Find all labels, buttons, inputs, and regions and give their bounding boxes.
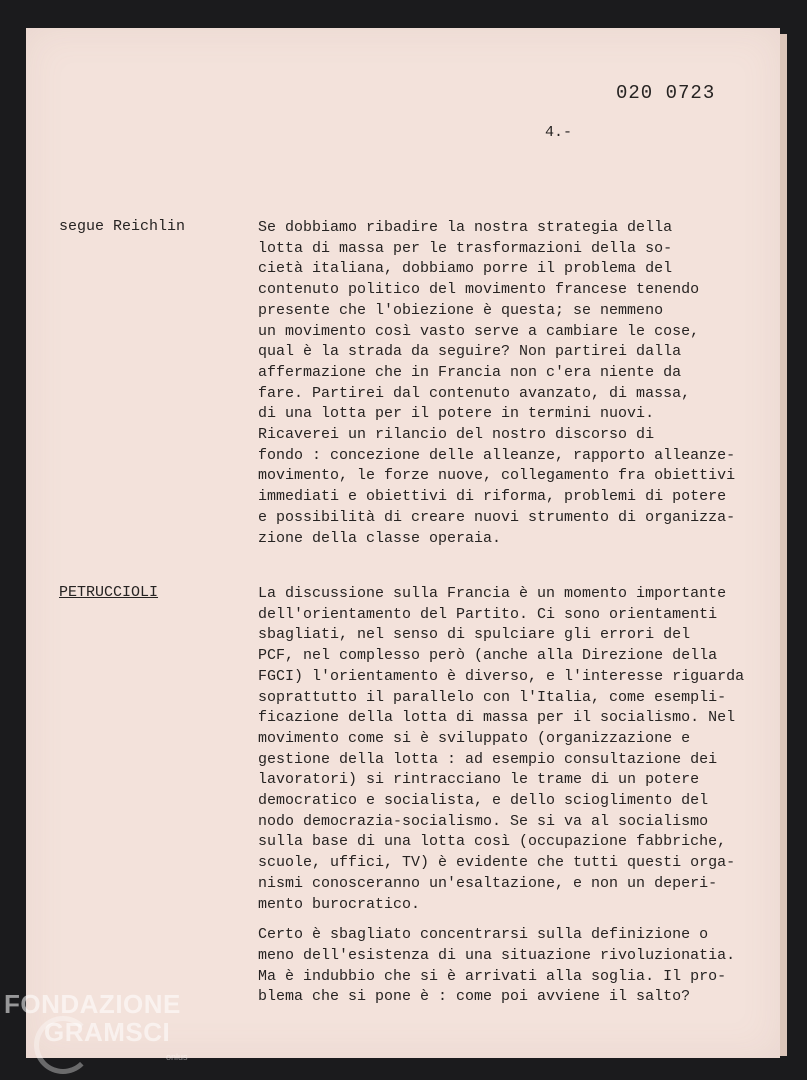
text-line: fondo : concezione delle alleanze, rapporto alleanze-	[258, 446, 736, 464]
text-line: movimento, le forze nuove, collegamento fra obiettivi	[258, 467, 736, 485]
text-line: dell'orientamento del Partito. Ci sono orientamenti	[258, 605, 718, 623]
text-line: Ricaverei un rilancio del nostro discorso di	[258, 426, 655, 444]
text-line: affermazione che in Francia non c'era niente da	[258, 363, 682, 381]
text-line: blema che si pone è : come poi avviene il salto?	[258, 988, 691, 1006]
watermark-line1: FONDAZIONE	[4, 989, 181, 1019]
text-line: di una lotta per il potere in termini nuovi.	[258, 405, 655, 423]
text-line: soprattutto il parallelo con l'Italia, come esempli-	[258, 688, 727, 706]
speaker-label-reichlin: segue Reichlin	[59, 218, 186, 235]
text-line: nismi conosceranno un'esaltazione, e non un deperi-	[258, 874, 718, 892]
text-line: scuole, uffici, TV) è evidente che tutti questi orga-	[258, 854, 736, 872]
text-line: FGCI) l'orientamento è diverso, e l'interesse riguarda	[258, 667, 745, 685]
document-number: 020 0723	[616, 82, 716, 104]
text-line: Certo è sbagliato concentrarsi sulla definizione o	[258, 926, 709, 944]
text-line: gestione della lotta : ad esempio consultazione dei	[258, 750, 718, 768]
text-line: meno dell'esistenza di una situazione rivoluzionatia.	[258, 946, 736, 964]
text-line: fare. Partirei dal contenuto avanzato, di massa,	[258, 384, 691, 402]
text-line: mento burocratico.	[258, 895, 421, 913]
text-line: zione della classe operaia.	[258, 529, 502, 547]
text-line: lavoratori) si rintracciano le trame di un potere	[258, 771, 700, 789]
text-line: contenuto politico del movimento francese tenendo	[258, 281, 700, 299]
text-line: un movimento così vasto serve a cambiare le cose,	[258, 322, 700, 340]
watermark-suffix: onlus	[166, 1052, 188, 1062]
petruccioli-text	[258, 584, 770, 1008]
text-line: nodo democrazia-socialismo. Se si va al socialismo	[258, 812, 709, 830]
text-line: sulla base di una lotta così (occupazione fabbriche,	[258, 833, 727, 851]
text-line: Ma è indubbio che si è arrivati alla soglia. Il pro-	[258, 967, 727, 985]
text-line: Se dobbiamo ribadire la nostra strategia della	[258, 219, 673, 236]
text-line: qual è la strada da seguire? Non partirei dalla	[258, 343, 682, 361]
text-line: lotta di massa per le trasformazioni della so-	[258, 239, 673, 257]
text-line: presente che l'obiezione è questa; se nemmeno	[258, 301, 664, 319]
watermark	[4, 990, 181, 1046]
text-line: PCF, nel complesso però (anche alla Direzione della	[258, 647, 718, 665]
text-line: cietà italiana, dobbiamo porre il problema del	[258, 260, 673, 278]
reichlin-text	[258, 218, 770, 549]
text-line: La discussione sulla Francia è un momento importante	[258, 585, 727, 602]
text-line: ficazione della lotta di massa per il socialismo. Nel	[258, 709, 736, 727]
text-line: movimento come si è sviluppato (organizzazione e	[258, 729, 691, 747]
text-line: immediati e obiettivi di riforma, problemi di potere	[258, 488, 727, 506]
watermark-line2: GRAMSCI	[44, 1017, 171, 1047]
page-number: 4.-	[545, 124, 573, 141]
text-line: e possibilità di creare nuovi strumento di organizza-	[258, 508, 736, 526]
text-line: sbagliati, nel senso di spulciare gli errori del	[258, 626, 691, 644]
text-line: democratico e socialista, e dello scioglimento del	[258, 792, 709, 810]
speaker-label-petruccioli: PETRUCCIOLI	[59, 584, 159, 601]
page-edge	[779, 34, 787, 1056]
